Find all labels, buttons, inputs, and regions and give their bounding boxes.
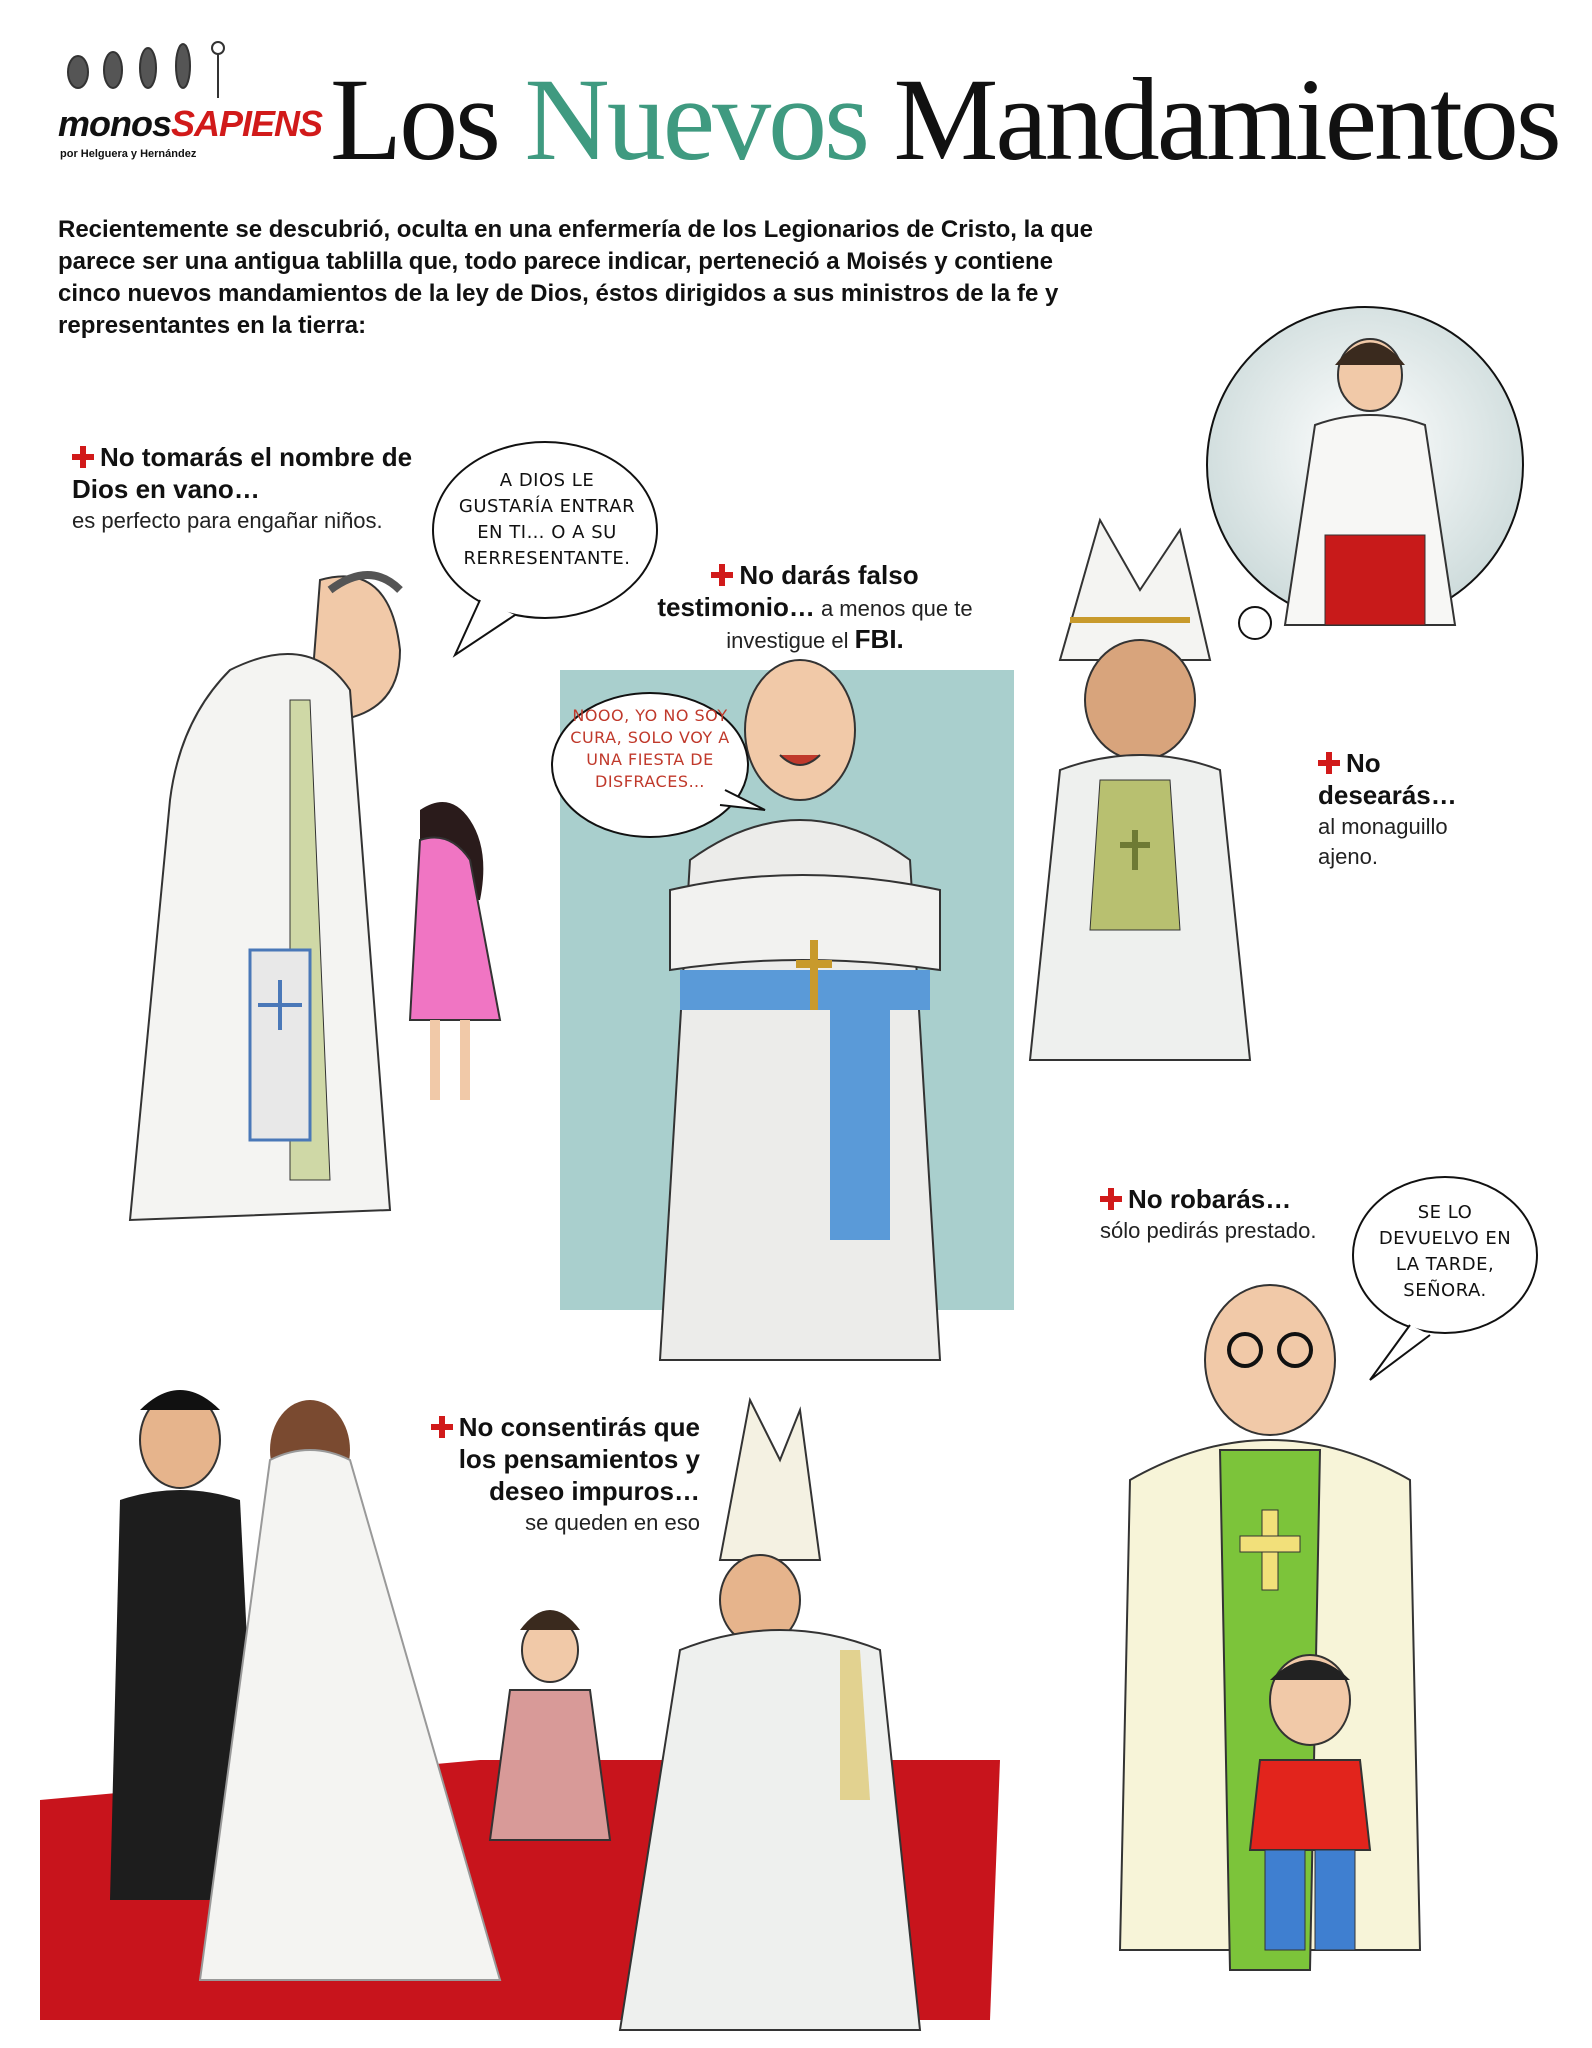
commandment-3 <box>1318 748 1478 872</box>
logo <box>58 38 323 188</box>
title-word-los: Los <box>330 54 498 185</box>
illustration-priest-and-boy <box>1110 1280 1430 1960</box>
commandment-3-text: al monaguillo ajeno. <box>1318 814 1448 869</box>
illustration-wedding-scene <box>40 1380 1000 2020</box>
commandment-2-text-b: FBI. <box>854 624 904 654</box>
logo-word-monos: monos <box>58 103 172 144</box>
commandment-3-title: No desearás… <box>1318 748 1457 810</box>
bishop-figure <box>620 1400 920 2030</box>
bride-figure <box>200 1400 500 1980</box>
red-cross-icon <box>711 564 733 586</box>
title-word-mandamientos: Mandamientos <box>893 54 1559 185</box>
commandment-2-text-a: a menos que te investigue el <box>726 596 973 653</box>
commandment-4-text: sólo pedirás prestado. <box>1100 1218 1317 1243</box>
commandment-1-title: No tomarás el nombre de Dios en vano… <box>72 442 413 504</box>
commandment-1 <box>72 442 472 536</box>
red-cross-icon <box>1100 1188 1122 1210</box>
red-cross-icon <box>1318 752 1340 774</box>
title-word-nuevos: Nuevos <box>524 54 868 185</box>
page-title <box>330 50 1559 190</box>
intro-paragraph: Recientemente se descubrió, oculta en una enfermería de los Legionarios de Cristo, la que parece ser una antigua tablilla que, todo parece indicar, perteneció a Moisés y contiene cinco nuevos mandamientos de la ley de Dios, éstos dirigidos a sus ministros de la fe y representantes en la tierra: <box>58 216 1093 339</box>
logo-byline: por Helguera y Hernández <box>60 148 197 160</box>
commandment-5-text: se queden en eso <box>525 1510 700 1535</box>
commandment-2-title: No darás falso testimonio… <box>657 560 919 622</box>
speech-bubble-1-text: A DIOS LE GUSTARÍA ENTRAR EN TI… O A SU RERRESENTANTE. <box>458 470 636 569</box>
logo-wordmark <box>58 104 322 144</box>
commandment-4 <box>1100 1184 1350 1246</box>
commandment-5-title: No consentirás que los pensamientos y deseo impuros… <box>458 1412 700 1506</box>
evolution-figures-icon <box>58 38 258 102</box>
illustration-priest-and-girl <box>80 550 540 1270</box>
speech-bubble-2-text: NOOO, YO NO SOY CURA, SOLO VOY A UNA FIESTA DE DISFRACES… <box>570 706 730 791</box>
speech-bubble-3-text: SE LO DEVUELVO EN LA TARDE, SEÑORA. <box>1378 1202 1512 1301</box>
commandment-1-text: es perfecto para engañar niños. <box>72 508 383 533</box>
illustration-bishop-praying <box>1040 510 1300 1070</box>
red-cross-icon <box>72 446 94 468</box>
commandment-4-title: No robarás… <box>1128 1184 1292 1214</box>
logo-word-sapiens: SAPIENS <box>171 103 323 144</box>
flower-girl-figure <box>490 1610 610 1840</box>
